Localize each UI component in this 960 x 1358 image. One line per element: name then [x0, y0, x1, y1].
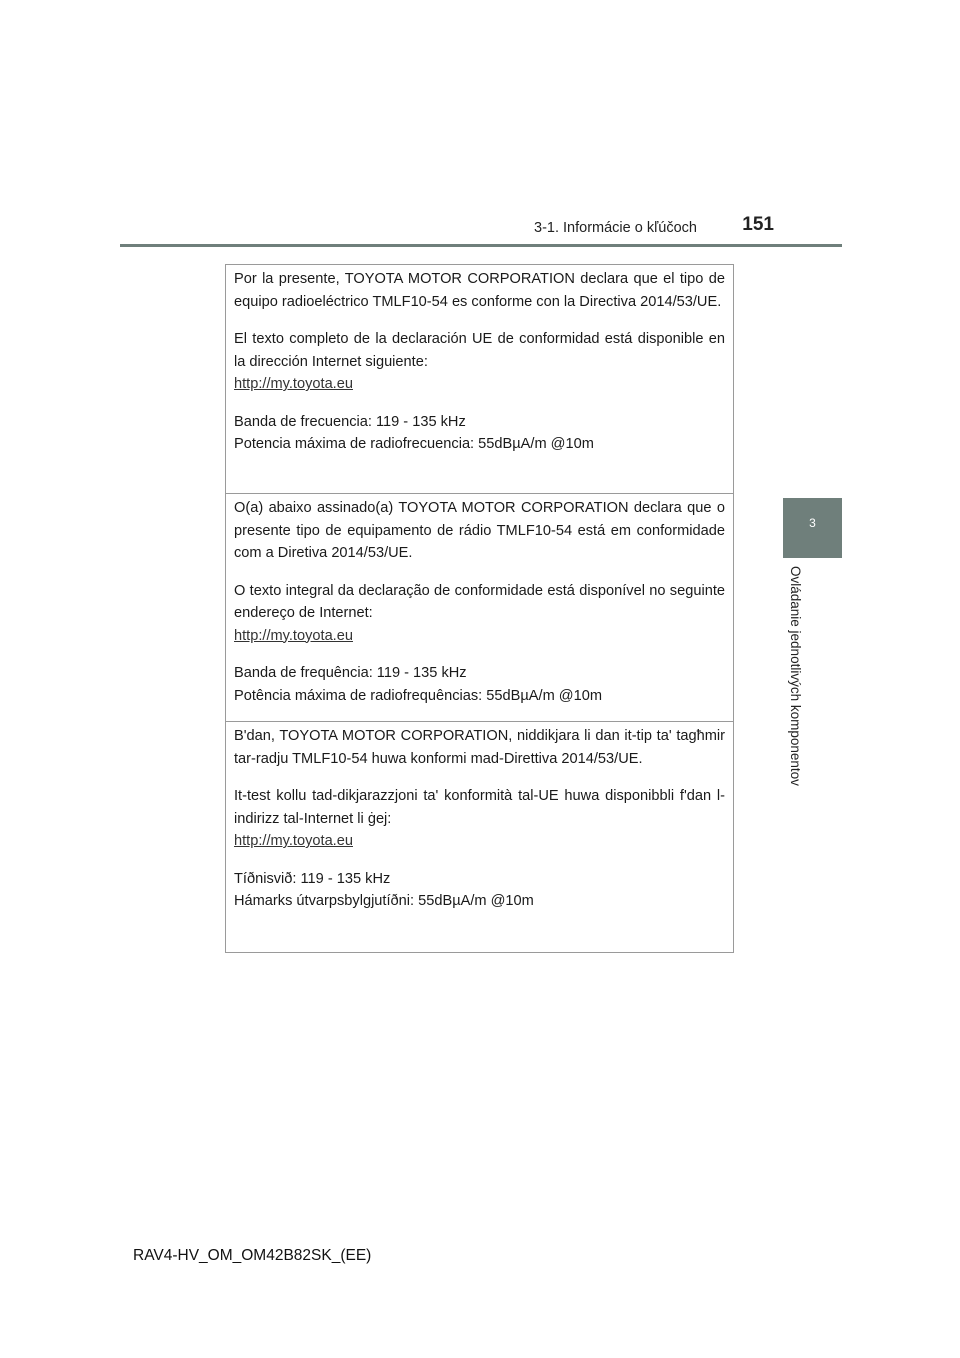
power-text: Potencia máxima de radiofrecuencia: 55dBµA/m @10m	[234, 436, 594, 452]
availability-text: El texto completo de la declaración UE de conformidad está disponible en la dirección Internet siguiente:	[234, 331, 725, 370]
power-text: Hámarks útvarpsbylgjutíðni: 55dBµA/m @10m	[234, 893, 534, 909]
frequency-block	[234, 411, 725, 456]
notice-section-spanish	[226, 265, 733, 494]
availability-block	[234, 580, 725, 648]
declaration-text: O(a) abaixo assinado(a) TOYOTA MOTOR CORPORATION declara que o presente tipo de equipamento de rádio TMLF10-54 está em conformidade com a Diretiva 2014/53/UE.	[234, 500, 725, 561]
frequency-block	[234, 662, 725, 707]
availability-block	[234, 328, 725, 396]
chapter-side-title: Ovládanie jednotlivých komponentov	[788, 566, 803, 786]
availability-text: O texto integral da declaração de conformidade está disponível no seguinte endereço de Internet:	[234, 582, 725, 621]
chapter-tab	[783, 498, 842, 558]
availability-text: It-test kollu tad-dikjarazzjoni ta' konformità tal-UE huwa disponibbli f'dan l-indirizz tal-Internet li ġej:	[234, 788, 725, 827]
notice-section-maltese	[226, 722, 733, 952]
page-number: 151	[742, 214, 774, 235]
frequency-text: Banda de frecuencia: 119 - 135 kHz	[234, 413, 466, 430]
declaration-text: Por la presente, TOYOTA MOTOR CORPORATION declara que el tipo de equipo radioeléctrico TMLF10-54 es conforme con la Directiva 2014/53/UE.	[234, 271, 725, 310]
declaration-text: B'dan, TOYOTA MOTOR CORPORATION, niddikjara li dan it-tip ta' tagħmir tar-radju TMLF10-54 huwa konformi mad-Direttiva 2014/53/UE.	[234, 728, 725, 767]
toyota-link[interactable]: http://my.toyota.eu	[234, 376, 353, 392]
frequency-text: Tíðnisvið: 119 - 135 kHz	[234, 870, 391, 887]
page-header	[120, 214, 842, 247]
frequency-block	[234, 868, 725, 913]
notice-section-portuguese	[226, 494, 733, 722]
section-title: 3-1. Informácie o kľúčoch	[534, 220, 697, 236]
document-code: RAV4-HV_OM_OM42B82SK_(EE)	[133, 1247, 372, 1264]
toyota-link[interactable]: http://my.toyota.eu	[234, 833, 353, 849]
frequency-text: Banda de frequência: 119 - 135 kHz	[234, 665, 467, 681]
declaration-box	[225, 264, 734, 953]
power-text: Potência máxima de radiofrequências: 55dBµA/m @10m	[234, 687, 602, 704]
toyota-link[interactable]: http://my.toyota.eu	[234, 627, 353, 644]
chapter-number: 3	[809, 516, 816, 530]
header-rule	[120, 244, 842, 247]
availability-block	[234, 785, 725, 853]
